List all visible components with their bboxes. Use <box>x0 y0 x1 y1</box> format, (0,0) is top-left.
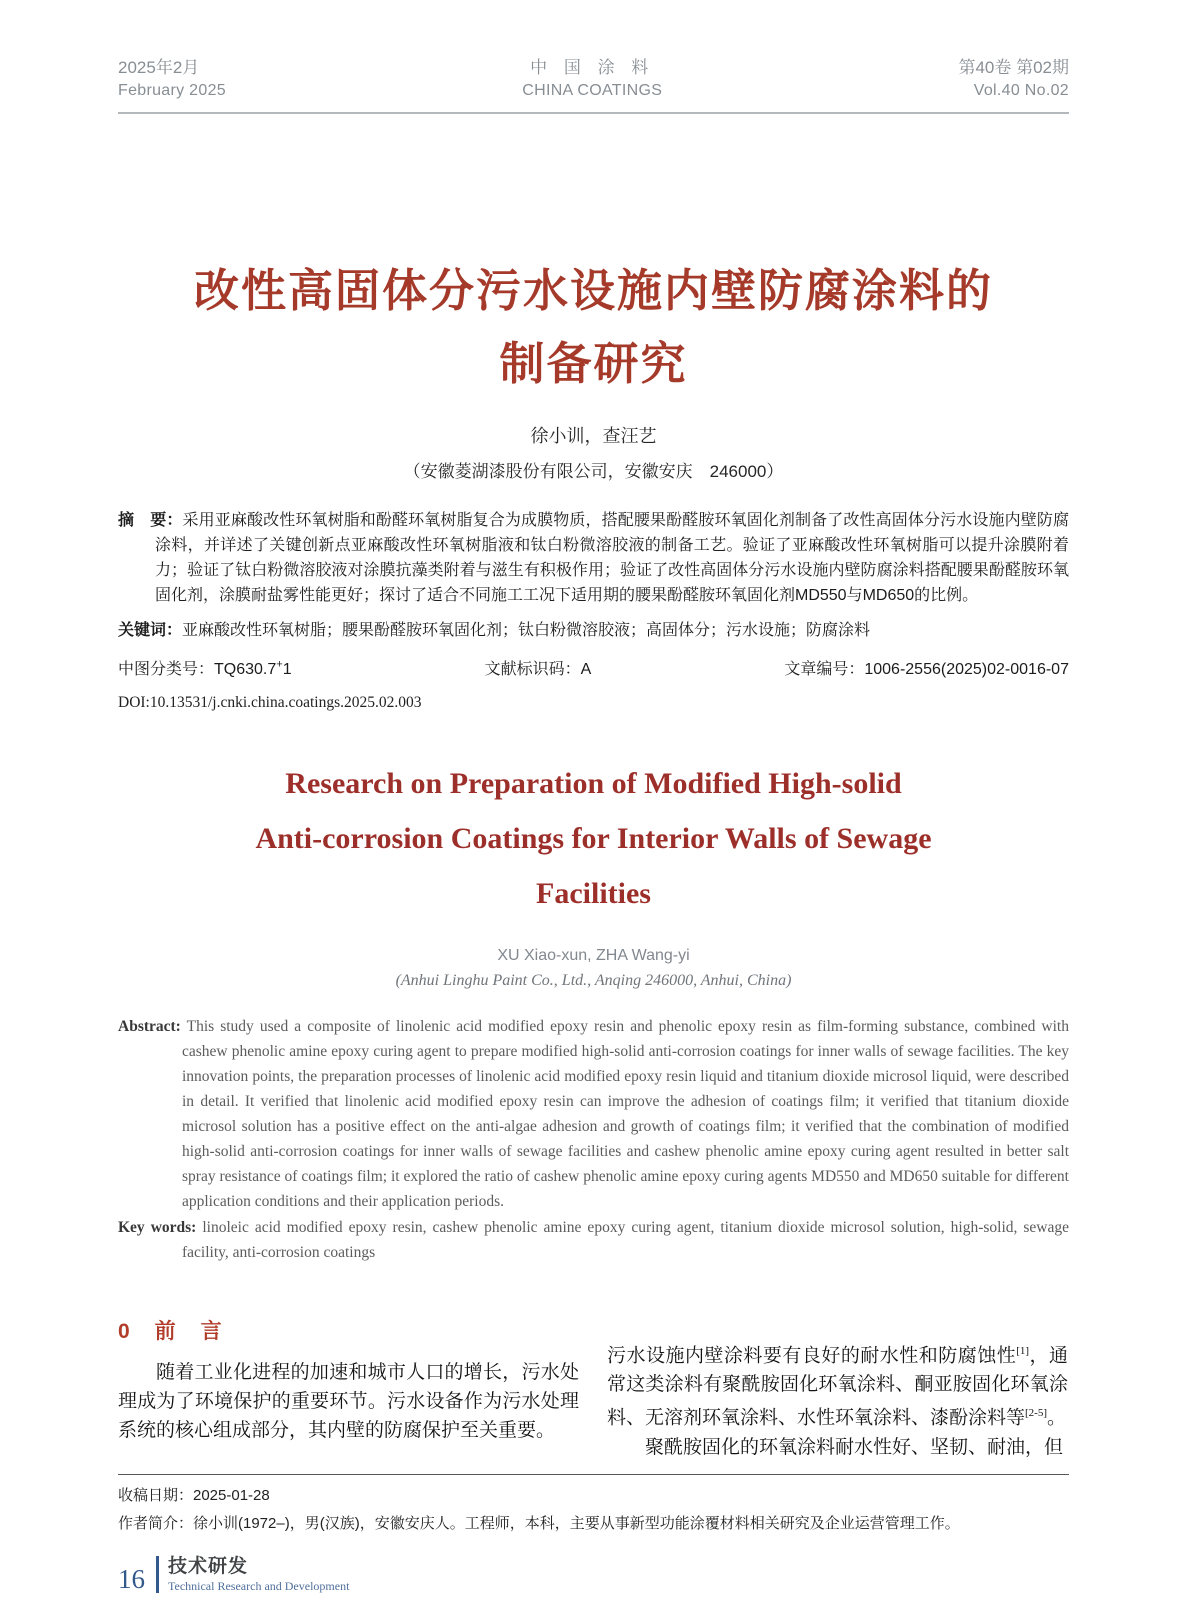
body-columns <box>118 1311 1069 1462</box>
header-volume-info <box>958 56 1069 102</box>
volume-info-cn: 第40卷 第02期 <box>958 58 1069 77</box>
keywords-en <box>118 1215 1069 1265</box>
article-id: 文章编号：1006-2556(2025)02-0016-07 <box>784 661 1069 678</box>
header-issue-date <box>118 56 226 102</box>
article-title-cn-line2: 制备研究 <box>499 338 688 389</box>
article-title-en-line3: Facilities <box>536 877 651 910</box>
section-heading-introduction: 0 前 言 <box>118 1320 224 1343</box>
right-p1-seg1: 污水设施内壁涂料要有良好的耐水性和防腐蚀性 <box>607 1345 1017 1367</box>
issue-date-en: February 2025 <box>118 82 226 99</box>
intro-paragraph-right-2: 聚酰胺固化的环氧涂料耐水性好、坚韧、耐油，但 <box>645 1436 1064 1458</box>
doi: DOI:10.13531/j.cnki.china.coatings.2025.02.003 <box>118 694 422 711</box>
keywords-cn-label: 关键词： <box>118 622 183 639</box>
abstract-cn-text: 采用亚麻酸改性环氧树脂和酚醛环氧树脂复合为成膜物质，搭配腰果酚醛胺环氧固化剂制备了改性高固体分污水设施内壁防腐涂料，并详述了关键创新点亚麻酸改性环氧树脂液和钛白粉微溶胶液的制备工艺。验证了亚麻酸改性环氧树脂可以提升涂膜附着力；验证了钛白粉微溶胶液对涂膜抗藻类附着与滋生有积极作用；验证了改性高固体分污水设施内壁防腐涂料搭配腰果酚醛胺环氧固化剂，涂膜耐盐雾性能更好；探讨了适合不同施工工况下适用期的腰果酚醛胺环氧固化剂MD550与MD650的比例。 <box>155 512 1069 604</box>
authors-en: XU Xiao-xun, ZHA Wang-yi <box>497 947 690 964</box>
right-column <box>607 1311 1068 1462</box>
header-journal-name <box>522 56 662 102</box>
footer-column-cn: 技术研发 <box>168 1555 249 1577</box>
volume-info-en: Vol.40 No.02 <box>973 82 1069 99</box>
article-title-cn-line1: 改性高固体分污水设施内壁防腐涂料的 <box>193 265 993 316</box>
footer-column-title <box>168 1556 349 1594</box>
issue-date-cn: 2025年2月 <box>118 58 200 77</box>
intro-paragraph-left: 随着工业化进程的加速和城市人口的增长，污水处理成为了环境保护的重要环节。污水设备作为污水处理系统的核心组成部分，其内壁的防腐保护至关重要。 <box>118 1362 579 1441</box>
footer-column-en: Technical Research and Development <box>168 1578 350 1593</box>
document-code: 文献标识码：A <box>484 661 592 678</box>
left-column <box>118 1311 579 1462</box>
page-content <box>118 0 1069 1594</box>
page-number: 16 <box>118 1563 145 1594</box>
clc-label: 中图分类号：TQ630.7 <box>118 661 277 678</box>
affiliation-en: (Anhui Linghu Paint Co., Ltd., Anqing 246000, Anhui, China) <box>395 972 792 989</box>
article-title-en <box>118 756 1069 921</box>
abstract-en-text: This study used a composite of linolenic acid modified epoxy resin and phenolic epoxy resin as film-forming substance, combined with cashew phenolic amine epoxy curing agent to prepare modified high-solid anti-corrosion coatings for inner walls of sewage facilities. The key innovation points, the preparation processes of linolenic acid modified epoxy resin liquid and titanium dioxide microsol liquid, were described in detail. It verified that linolenic acid modified epoxy resin can improve the adhesion of coatings film; it verified that titanium dioxide microsol solution has a positive effect on the anti-algae adhesion and growth of coatings film; it verified that the combination of modified high-solid anti-corrosion coatings for inner walls of sewage facilities and cashew phenolic amine epoxy curing agent resulted in better salt spray resistance of coatings film; it explored the ratio of cashew phenolic amine epoxy curing agents MD550 and MD650 suitable for different application conditions and their application periods. <box>180 1018 1069 1210</box>
abstract-en-label: Abstract: <box>118 1018 181 1035</box>
meta-row <box>118 656 1069 679</box>
article-title-en-line2: Anti-corrosion Coatings for Interior Walls of Sewage <box>255 822 932 855</box>
abstract-en <box>118 1014 1069 1214</box>
authors-cn: 徐小训，查汪艺 <box>530 426 657 446</box>
keywords-en-label: Key words: <box>118 1219 197 1236</box>
author-bio: 作者简介：徐小训(1972–)，男(汉族)，安徽安庆人。工程师，本科，主要从事新型功能涂覆材料相关研究及企业运营管理工作。 <box>118 1514 960 1532</box>
keywords-cn-text: 亚麻酸改性环氧树脂；腰果酚醛胺环氧固化剂；钛白粉微溶胶液；高固体分；污水设施；防腐涂料 <box>182 622 871 639</box>
received-date: 收稿日期：2025-01-28 <box>118 1486 270 1504</box>
clc-tail: 1 <box>282 661 292 678</box>
keywords-cn <box>118 618 1069 643</box>
citation-2-5: [2-5] <box>1025 1407 1048 1420</box>
right-p1-seg2: ，通常这类涂料有聚酰胺固化环氧涂料、酮亚胺固化环氧涂料、无溶剂环氧涂料、水性环氧涂料、漆酚涂料等 <box>607 1345 1068 1429</box>
article-title-cn <box>118 254 1069 400</box>
journal-name-cn: 中 国 涂 料 <box>530 58 655 77</box>
footnote-block <box>118 1474 1069 1538</box>
journal-name-en: CHINA COATINGS <box>522 82 663 99</box>
abstract-cn <box>118 508 1069 608</box>
affiliation-cn: （安徽菱湖漆股份有限公司，安徽安庆 246000） <box>403 462 784 481</box>
clc-number <box>118 656 292 679</box>
right-p1-seg3: 。 <box>1047 1407 1067 1429</box>
footer-divider-bar <box>156 1556 159 1593</box>
citation-1: [1] <box>1016 1345 1030 1357</box>
intro-paragraph-right-1 <box>607 1337 1068 1433</box>
journal-header <box>118 0 1069 114</box>
keywords-en-text: linoleic acid modified epoxy resin, cashew phenolic amine epoxy curing agent, titanium dioxide microsol solution, high-solid, sewage facility, anti-corrosion coatings <box>182 1219 1070 1261</box>
page-footer <box>118 1556 1069 1594</box>
article-title-en-line1: Research on Preparation of Modified High-solid <box>285 767 902 800</box>
clc-superscript: + <box>276 658 283 671</box>
abstract-cn-label: 摘 要： <box>118 512 183 529</box>
